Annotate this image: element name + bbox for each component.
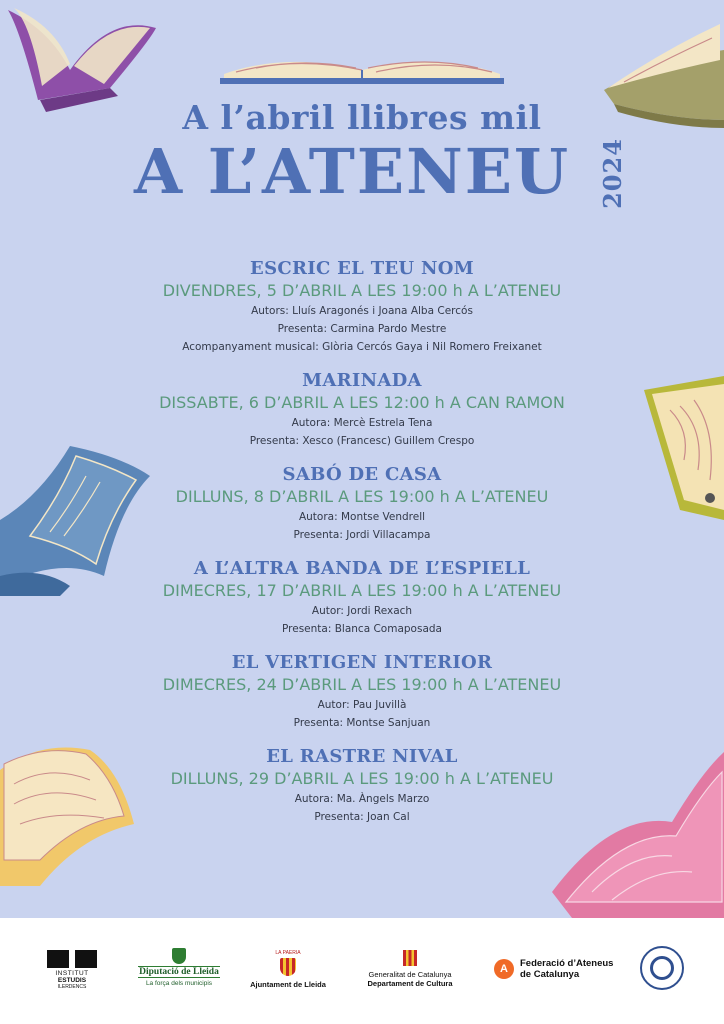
ajuntament-lleida-logo: [246, 950, 330, 989]
event-detail: Autor: Jordi Rexach: [311, 605, 413, 617]
event-detail: Presenta: Xesco (Francesc) Guillem Crespo: [249, 435, 475, 447]
event-item: [110, 464, 614, 544]
ateneu-seal-inner-icon: [650, 956, 674, 980]
event-title: A L’ALTRA BANDA DE L’ESPIELL: [193, 558, 531, 579]
event-datetime: DIMECRES, 24 D’ABRIL A LES 19:00 h A L’ATENEU: [162, 675, 562, 694]
event-detail: Autor: Pau Juvillà: [317, 699, 407, 711]
paeria-top-text: LA PAERIA: [275, 950, 301, 956]
event-detail: Presenta: Joan Cal: [314, 811, 410, 823]
generalitat-flag-icon: [403, 950, 417, 966]
event-detail: Autora: Montse Vendrell: [298, 511, 426, 523]
federacio-line1: Federació d’Ateneus: [520, 958, 614, 969]
diputacio-name: Diputació de Lleida: [139, 967, 219, 977]
title-line-1: A l’abril llibres mil: [182, 98, 542, 137]
diputacio-tagline: La força dels municipis: [145, 980, 213, 987]
title-line-2: A L’ATENEU: [134, 135, 571, 208]
open-book-top-illustration: [216, 44, 508, 88]
event-item: [110, 258, 614, 356]
event-detail: Autora: Ma. Àngels Marzo: [294, 793, 430, 805]
event-title: SABÓ DE CASA: [282, 464, 442, 485]
institut-estudis-ilerdencs-logo: [44, 950, 100, 990]
year-vertical: [582, 137, 642, 209]
iee-line2: ESTUDIS: [57, 977, 87, 984]
paeria-name: Ajuntament de Lleida: [250, 980, 326, 989]
event-detail: Autors: Lluís Aragonés i Joana Alba Cercós: [251, 305, 473, 317]
diputacio-shield-icon: [172, 948, 186, 964]
iee-line1: INSTITUT: [55, 970, 89, 977]
diputacio-lleida-logo: [138, 948, 220, 987]
federacio-circle-icon: A: [494, 959, 514, 979]
event-datetime: DILLUNS, 8 D’ABRIL A LES 19:00 h A L’ATENEU: [175, 487, 549, 506]
event-item: [110, 370, 614, 450]
event-datetime: DILLUNS, 29 D’ABRIL A LES 19:00 h A L’ATENEU: [170, 769, 554, 788]
event-detail: Presenta: Montse Sanjuan: [293, 717, 431, 729]
iee-mark-icon: [47, 950, 69, 968]
event-item: [110, 652, 614, 732]
iee-mark-icon-2: [75, 950, 97, 968]
paeria-shield-icon: [280, 958, 296, 976]
year-text: 2024: [597, 137, 627, 209]
event-title: MARINADA: [302, 370, 422, 391]
generalitat-catalunya-logo: [358, 950, 462, 988]
event-item: [110, 746, 614, 826]
event-datetime: DIVENDRES, 5 D’ABRIL A LES 19:00 h A L’ATENEU: [162, 281, 562, 300]
generalitat-line2: Departament de Cultura: [367, 979, 453, 988]
event-detail: Acompanyament musical: Glòria Cercós Gaya i Nil Romero Freixanet: [182, 341, 542, 353]
event-datetime: DISSABTE, 6 D’ABRIL A LES 12:00 h A CAN RAMON: [159, 393, 565, 412]
event-item: [110, 558, 614, 638]
cream-book-right-illustration: [640, 370, 724, 530]
event-detail: Presenta: Carmina Pardo Mestre: [277, 323, 447, 335]
event-detail: Presenta: Jordi Villacampa: [293, 529, 431, 541]
event-title: EL RASTRE NIVAL: [266, 746, 458, 767]
events-list: [110, 258, 614, 840]
federacio-line2: de Catalunya: [520, 969, 580, 980]
event-detail: Presenta: Blanca Comaposada: [282, 623, 442, 635]
event-title: EL VERTIGEN INTERIOR: [231, 652, 493, 673]
ateneu-seal-logo: [640, 946, 684, 990]
federacio-ateneus-logo: [494, 958, 613, 980]
iee-line3: ILERDENCS: [57, 984, 87, 990]
event-detail: Autora: Mercè Estrela Tena: [291, 417, 433, 429]
event-datetime: DIMECRES, 17 D’ABRIL A LES 19:00 h A L’ATENEU: [162, 581, 562, 600]
generalitat-line1: Generalitat de Catalunya: [368, 970, 452, 979]
event-title: ESCRIC EL TEU NOM: [250, 258, 474, 279]
